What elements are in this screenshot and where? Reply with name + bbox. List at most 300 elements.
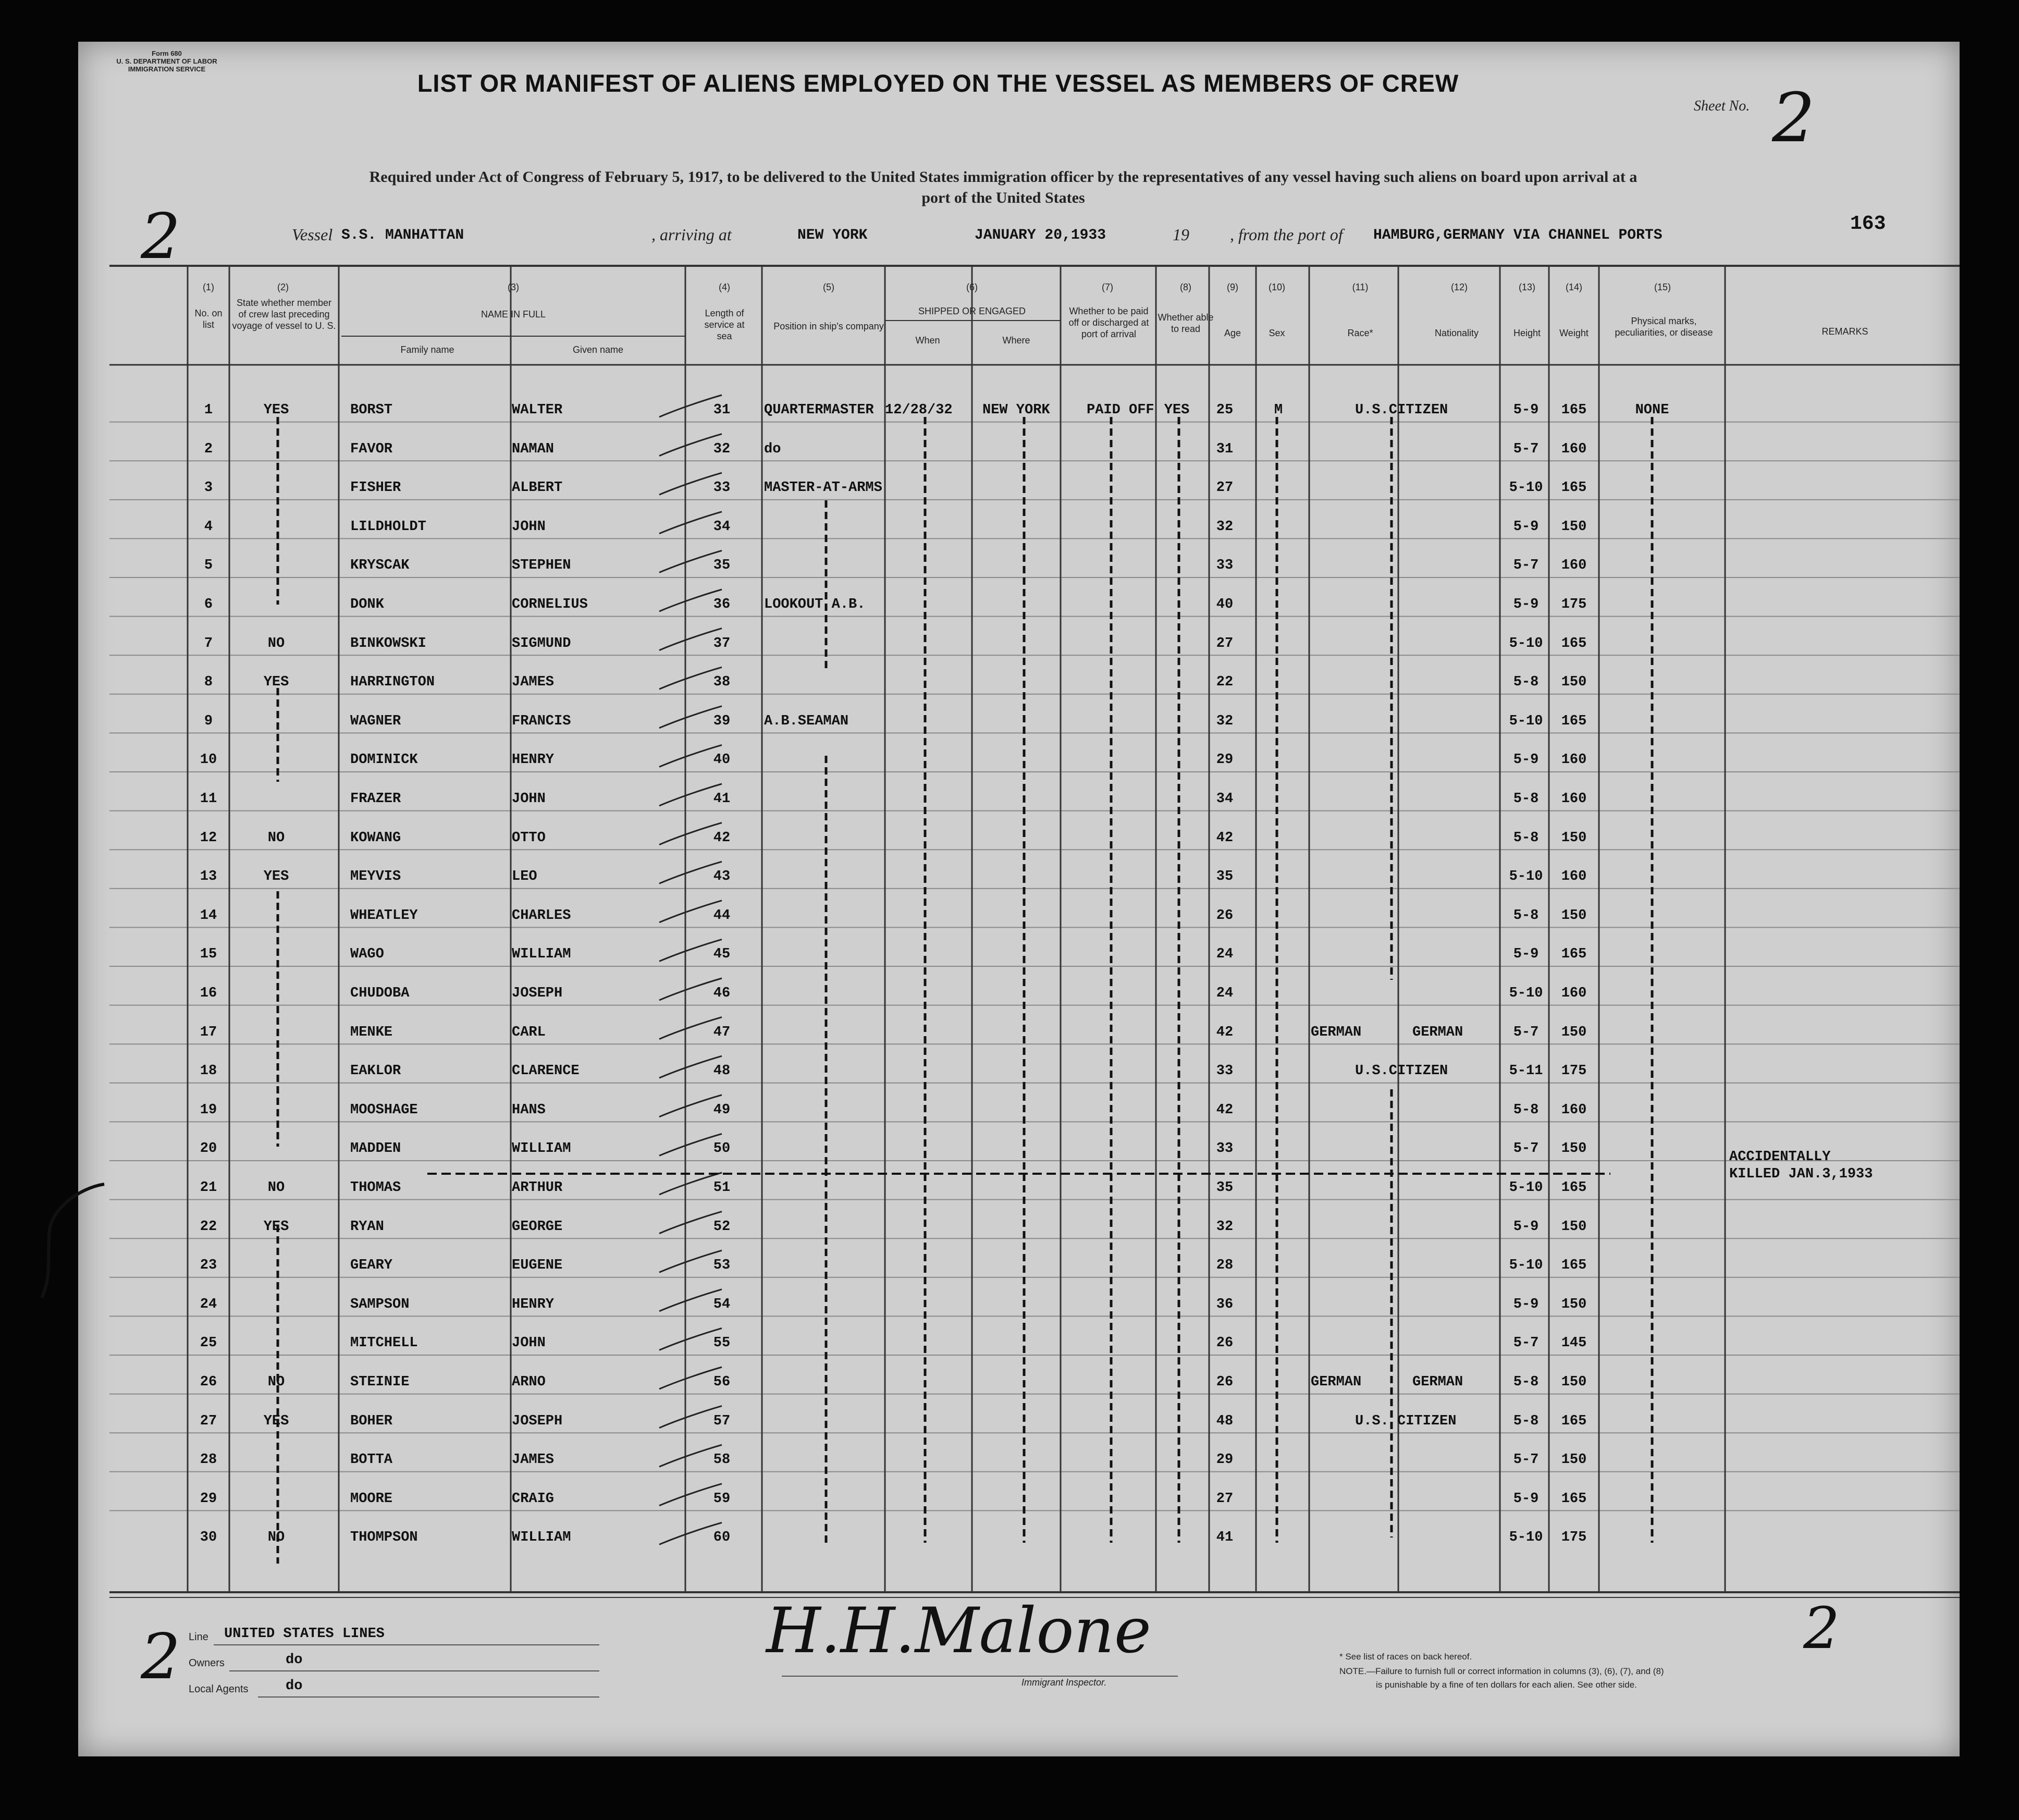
age: 26 [1216,907,1234,924]
height: 5-10 [1509,1258,1543,1274]
family-name: SAMPSON [350,1296,410,1312]
service-length: 50 [713,1141,731,1157]
nationality: GERMAN [1412,1374,1463,1390]
height: 5-8 [1513,1374,1539,1390]
family-name: BINKOWSKI [350,635,426,651]
age: 48 [1216,1413,1234,1429]
sex: M [1274,402,1283,418]
from-label: , from the port of [1230,225,1343,244]
nationality: U.S.CITIZEN [1355,402,1448,418]
height: 5-11 [1509,1063,1543,1079]
subtitle-line-1: Required under Act of Congress of February 5, 1917, to be delivered to the United States immigration officer by the representatives of any vessel having such aliens on board upon arrival at a [369,168,1638,186]
given-name: CLARENCE [512,1063,580,1079]
ship-position: A.B.SEAMAN [764,713,849,729]
departure-port: HAMBURG,GERMANY VIA CHANNEL PORTS [1373,227,1663,243]
height: 5-8 [1513,1102,1539,1118]
age: 31 [1216,441,1234,457]
page-title: LIST OR MANIFEST OF ALIENS EMPLOYED ON THE VESSEL AS MEMBERS OF CREW [417,69,1459,97]
height: 5-10 [1509,869,1543,885]
family-name: KOWANG [350,830,401,846]
row-number: 27 [200,1413,217,1429]
age: 33 [1216,558,1234,574]
height: 5-8 [1513,674,1539,691]
row-number: 22 [200,1219,217,1235]
age: 27 [1216,1491,1234,1507]
col2-header: State whether member of crew last preceding voyage of vessel to U. S. [232,298,336,331]
given-name: OTTO [512,830,546,846]
family-name: DONK [350,597,384,612]
height: 5-9 [1513,402,1539,418]
col3-number: (3) [508,282,519,292]
nationality: U.S. CITIZEN [1355,1413,1457,1429]
weight: 150 [1561,519,1587,535]
margin-number: 2 [141,201,181,273]
service-length: 46 [713,986,731,1001]
age: 24 [1216,986,1234,1001]
family-name: WHEATLEY [350,907,418,924]
col10-header: Sex [1269,328,1285,338]
height: 5-9 [1513,1491,1539,1507]
row-number: 9 [204,713,213,729]
family-name: HARRINGTON [350,674,435,691]
row-number: 6 [204,597,213,612]
subtitle-line-2: port of the United States [921,189,1085,206]
height: 5-9 [1513,519,1539,535]
height: 5-10 [1509,480,1543,496]
previous-voyage: YES [263,1413,289,1429]
service-length: 31 [713,402,731,418]
service-length: 34 [713,519,731,535]
family-name: BOTTA [350,1452,393,1468]
age: 28 [1216,1258,1234,1274]
col3b-header: Given name [572,345,624,355]
previous-voyage: YES [263,1219,289,1235]
service-length: 56 [713,1374,731,1390]
nationality: GERMAN [1412,1024,1463,1040]
line-label: Line [189,1631,208,1643]
row-number: 17 [200,1024,217,1040]
previous-voyage: NO [267,1530,285,1546]
age: 26 [1216,1374,1234,1390]
age: 33 [1216,1141,1234,1157]
arrival-port: NEW YORK [797,227,868,243]
owners-label: Owners [189,1657,225,1669]
service-length: 39 [713,713,731,729]
col13-header: Height [1513,328,1541,338]
given-name: ARNO [512,1374,546,1390]
given-name: SIGMUND [512,635,571,651]
family-name: FRAZER [350,791,401,807]
weight: 150 [1561,1374,1587,1390]
service-length: 33 [713,480,731,496]
height: 5-10 [1509,1180,1543,1196]
age: 42 [1216,830,1234,846]
service-length: 40 [713,752,731,768]
row-number: 23 [200,1258,217,1274]
row-number: 12 [200,830,217,846]
footer-margin-number: 2 [141,1621,181,1693]
given-name: HENRY [512,1296,555,1312]
height: 5-7 [1513,441,1539,457]
given-name: JOHN [512,519,546,535]
height: 5-9 [1513,752,1539,768]
agents-label: Local Agents [189,1683,249,1695]
weight: 160 [1561,752,1587,768]
age: 33 [1216,1063,1234,1079]
weight: 150 [1561,907,1587,924]
service-length: 49 [713,1102,731,1118]
service-name: IMMIGRATION SERVICE [128,65,206,73]
weight: 150 [1561,1296,1587,1312]
weight: 150 [1561,830,1587,846]
weight: 160 [1561,986,1587,1001]
weight: 160 [1561,869,1587,885]
col3-header: NAME IN FULL [481,309,546,319]
height: 5-8 [1513,1413,1539,1429]
line-value: UNITED STATES LINES [224,1626,385,1642]
height: 5-8 [1513,907,1539,924]
remarks-header: REMARKS [1821,326,1868,337]
col1-number: (1) [203,282,214,292]
row-number: 15 [200,946,217,963]
ship-position: do [764,441,781,457]
previous-voyage: NO [267,830,285,846]
remark-row21-line2: KILLED JAN.3,1933 [1729,1166,1873,1182]
races-note: * See list of races on back hereof. [1339,1652,1472,1662]
height: 5-8 [1513,791,1539,807]
age: 42 [1216,1024,1234,1040]
family-name: BORST [350,402,393,418]
weight: 175 [1561,1530,1587,1546]
given-name: CHARLES [512,907,571,924]
weight: 165 [1561,1413,1587,1429]
physical-marks: NONE [1635,402,1669,418]
weight: 160 [1561,441,1587,457]
paid-off: PAID OFF [1087,402,1154,418]
vessel-name: S.S. MANHATTAN [341,227,464,243]
age: 25 [1216,402,1234,418]
race: GERMAN [1311,1374,1362,1390]
col6a-header: When [915,335,940,346]
family-name: BOHER [350,1413,393,1429]
sheet-number: 2 [1772,78,1815,157]
previous-voyage: YES [263,402,289,418]
given-name: JOSEPH [512,1413,563,1429]
service-length: 32 [713,441,731,457]
age: 32 [1216,713,1234,729]
row-number: 28 [200,1452,217,1468]
height: 5-7 [1513,1335,1539,1351]
given-name: ALBERT [512,480,563,496]
family-name: WAGO [350,946,384,963]
row-number: 1 [204,402,213,418]
given-name: WALTER [512,402,563,418]
service-length: 57 [713,1413,731,1429]
weight: 145 [1561,1335,1587,1351]
given-name: FRANCIS [512,713,571,729]
able-to-read: YES [1164,402,1190,418]
col7-header: Whether to be paid off or discharged at port of arrival [1068,306,1149,339]
shipped-where: NEW YORK [982,402,1050,418]
age: 29 [1216,752,1234,768]
height: 5-10 [1509,713,1543,729]
col15-header: Physical marks, peculiarities, or disease [1615,316,1713,338]
penalty-note-line2: is punishable by a fine of ten dollars for each alien. See other side. [1376,1680,1637,1690]
service-length: 37 [713,635,731,651]
row-number: 18 [200,1063,217,1079]
ship-position: MASTER-AT-ARMS [764,480,882,496]
col9-number: (9) [1227,282,1238,292]
weight: 165 [1561,1258,1587,1274]
family-name: MOOSHAGE [350,1102,418,1118]
age: 27 [1216,635,1234,651]
age: 29 [1216,1452,1234,1468]
family-name: MENKE [350,1024,393,1040]
age: 35 [1216,869,1234,885]
service-length: 52 [713,1219,731,1235]
col13-number: (13) [1518,282,1535,292]
row-number: 24 [200,1296,217,1312]
col5-number: (5) [823,282,834,292]
height: 5-8 [1513,830,1539,846]
shipped-when: 12/28/32 [885,402,953,418]
height: 5-9 [1513,1219,1539,1235]
height: 5-9 [1513,1296,1539,1312]
given-name: WILLIAM [512,946,571,963]
footer-right-number: 2 [1803,1595,1840,1662]
year-label: 19 [1173,225,1189,244]
row-number: 20 [200,1141,217,1157]
service-length: 48 [713,1063,731,1079]
service-length: 44 [713,907,731,924]
col8-number: (8) [1180,282,1191,292]
form-number: Form 680 [152,50,182,57]
age: 32 [1216,1219,1234,1235]
service-length: 38 [713,674,731,691]
col1-header: No. on list [194,308,223,330]
given-name: CRAIG [512,1491,555,1507]
col11-header: Race* [1347,328,1373,338]
service-length: 45 [713,946,731,963]
service-length: 53 [713,1258,731,1274]
row-number: 19 [200,1102,217,1118]
row-number: 16 [200,986,217,1001]
agents-value: do [286,1678,303,1694]
given-name: LEO [512,869,537,885]
col2-number: (2) [277,282,289,292]
weight: 165 [1561,1180,1587,1196]
given-name: WILLIAM [512,1141,571,1157]
weight: 165 [1561,946,1587,963]
weight: 150 [1561,1219,1587,1235]
row-number: 26 [200,1374,217,1390]
col8-header: Whether able to read [1158,312,1214,334]
given-name: HENRY [512,752,555,768]
age: 26 [1216,1335,1234,1351]
row-number: 21 [200,1180,217,1196]
department-name: U. S. DEPARTMENT OF LABOR [116,57,217,65]
service-length: 55 [713,1335,731,1351]
service-length: 43 [713,869,731,885]
col14-header: Weight [1559,328,1589,338]
arriving-label: , arriving at [651,225,732,244]
col4-header: Length of service at sea [704,308,745,341]
col12-number: (12) [1450,282,1468,292]
height: 5-7 [1513,1452,1539,1468]
family-name: KRYSCAK [350,558,410,574]
weight: 160 [1561,1102,1587,1118]
height: 5-10 [1509,635,1543,651]
given-name: JOHN [512,791,546,807]
service-length: 41 [713,791,731,807]
family-name: MEYVIS [350,869,401,885]
col6-number: (6) [966,282,978,292]
previous-voyage: NO [267,1374,285,1390]
arrival-date: JANUARY 20,1933 [975,227,1106,243]
age: 22 [1216,674,1234,691]
family-name: GEARY [350,1258,393,1274]
given-name: EUGENE [512,1258,563,1274]
row-number: 25 [200,1335,217,1351]
nationality: U.S.CITIZEN [1355,1063,1448,1079]
age: 36 [1216,1296,1234,1312]
service-length: 36 [713,597,731,612]
height: 5-9 [1513,597,1539,612]
col3a-header: Family name [400,345,454,355]
ship-position: LOOKOUT A.B. [764,597,866,612]
col11-number: (11) [1352,282,1369,292]
weight: 160 [1561,558,1587,574]
family-name: DOMINICK [350,752,418,768]
given-name: STEPHEN [512,558,571,574]
weight: 165 [1561,635,1587,651]
given-name: JAMES [512,674,555,691]
family-name: THOMPSON [350,1530,418,1546]
col14-number: (14) [1565,282,1582,292]
given-name: ARTHUR [512,1180,563,1196]
weight: 165 [1561,480,1587,496]
row-number: 30 [200,1530,217,1546]
sheet-label: Sheet No. [1694,98,1750,114]
row-number: 13 [200,869,217,885]
given-name: CARL [512,1024,546,1040]
family-name: WAGNER [350,713,401,729]
weight: 160 [1561,791,1587,807]
corner-number: 163 [1850,213,1886,235]
family-name: MOORE [350,1491,393,1507]
row-number: 11 [200,791,217,807]
weight: 150 [1561,1141,1587,1157]
row-number: 5 [204,558,213,574]
previous-voyage: YES [263,869,289,885]
given-name: NAMAN [512,441,555,457]
ship-position: QUARTERMASTER [764,402,874,418]
family-name: RYAN [350,1219,384,1235]
service-length: 54 [713,1296,731,1312]
height: 5-10 [1509,986,1543,1001]
given-name: GEORGE [512,1219,563,1235]
family-name: EAKLOR [350,1063,401,1079]
family-name: LILDHOLDT [350,519,426,535]
family-name: THOMAS [350,1180,401,1196]
age: 35 [1216,1180,1234,1196]
given-name: JAMES [512,1452,555,1468]
family-name: MITCHELL [350,1335,418,1351]
age: 40 [1216,597,1234,612]
weight: 150 [1561,674,1587,691]
height: 5-7 [1513,1024,1539,1040]
weight: 165 [1561,713,1587,729]
weight: 175 [1561,597,1587,612]
given-name: JOHN [512,1335,546,1351]
col5-header: Position in ship's company [773,321,884,331]
service-length: 51 [713,1180,731,1196]
given-name: JOSEPH [512,986,563,1001]
col6-header: SHIPPED OR ENGAGED [918,306,1026,316]
given-name: CORNELIUS [512,597,588,612]
weight: 165 [1561,402,1587,418]
col7-number: (7) [1102,282,1113,292]
height: 5-9 [1513,946,1539,963]
col6b-header: Where [1002,335,1030,346]
given-name: WILLIAM [512,1530,571,1546]
weight: 175 [1561,1063,1587,1079]
service-length: 59 [713,1491,731,1507]
col9-header: Age [1224,328,1241,338]
service-length: 35 [713,558,731,574]
row-number: 2 [204,441,213,457]
family-name: STEINIE [350,1374,410,1390]
family-name: FISHER [350,480,401,496]
family-name: CHUDOBA [350,986,410,1001]
col4-number: (4) [719,282,730,292]
age: 27 [1216,480,1234,496]
vessel-label: Vessel [292,225,333,244]
row-number: 14 [200,907,217,924]
row-number: 4 [204,519,213,535]
height: 5-7 [1513,1141,1539,1157]
race: GERMAN [1311,1024,1362,1040]
weight: 165 [1561,1491,1587,1507]
height: 5-7 [1513,558,1539,574]
family-name: FAVOR [350,441,393,457]
weight: 150 [1561,1452,1587,1468]
inspector-signature: H.H.Malone [766,1595,1151,1667]
remark-row21-line1: ACCIDENTALLY [1729,1149,1831,1165]
age: 34 [1216,791,1234,807]
service-length: 47 [713,1024,731,1040]
row-number: 29 [200,1491,217,1507]
col10-number: (10) [1268,282,1285,292]
owners-value: do [286,1652,303,1668]
service-length: 60 [713,1530,731,1546]
inspector-label: Immigrant Inspector. [1021,1677,1107,1688]
previous-voyage: NO [267,1180,285,1196]
row-number: 7 [204,635,213,651]
service-length: 58 [713,1452,731,1468]
family-name: MADDEN [350,1141,401,1157]
previous-voyage: YES [263,674,289,691]
age: 41 [1216,1530,1234,1546]
height: 5-10 [1509,1530,1543,1546]
col15-number: (15) [1654,282,1671,292]
service-length: 42 [713,830,731,846]
age: 32 [1216,519,1234,535]
penalty-note-line1: NOTE.—Failure to furnish full or correct information in columns (3), (6), (7), and (8) [1339,1666,1664,1676]
row-number: 3 [204,480,213,496]
given-name: HANS [512,1102,546,1118]
age: 42 [1216,1102,1234,1118]
